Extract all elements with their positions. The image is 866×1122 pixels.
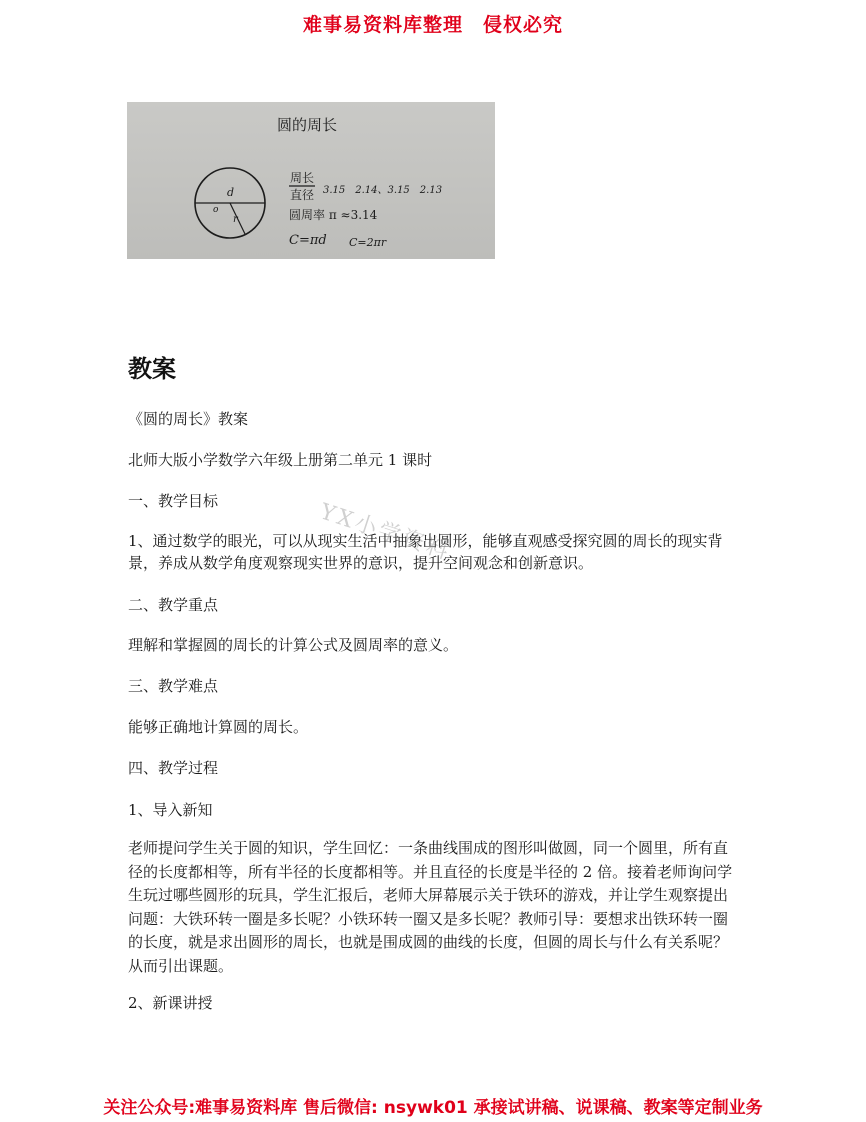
- process-heading: 四、教学过程: [128, 759, 219, 777]
- key-points-text: 理解和掌握圆的周长的计算公式及圆周率的意义。: [128, 636, 459, 654]
- objectives-heading: 一、教学目标: [128, 492, 219, 510]
- key-points-heading: 二、教学重点: [128, 596, 219, 614]
- header-banner: 难事易资料库整理 侵权必究: [302, 14, 563, 36]
- intro-paragraph: 老师提问学生关于圆的知识，学生回忆：一条曲线围成的图形叫做圆，同一个圆里，所有直径的长度都相等，所有半径的长度都相等。并且直径的长度是半径的 2 倍。接着老师询问学生玩过哪些圆形的玩具，学生汇报后，老师大屏幕展示关于铁环的游戏，并让学生观察提出问题：大铁环转一圈是多长呢？小铁环转一圈又是多长呢？教师引导：要想求出铁环转一圈的长度，就是求出圆形的周长，也就是围成圆的曲线的长度，但圆的周长与什么有关系呢？从而引出课题。: [128, 839, 733, 975]
- ratio-numerator: 周长: [290, 171, 315, 185]
- formula-radius: C=2πr: [349, 236, 387, 249]
- photo-title: 圆的周长: [277, 116, 338, 134]
- doc-title-line: 《圆的周长》教案: [128, 410, 249, 428]
- handwritten-notes-drawing: [127, 102, 495, 259]
- ratio-values: 3.15 2.14、3.15 2.13: [323, 185, 443, 196]
- watermark-text: YX小学资料: [316, 499, 455, 566]
- section-heading: 教案: [128, 355, 176, 383]
- label-d: d: [227, 186, 235, 199]
- course-info-line: 北师大版小学数学六年级上册第二单元 1 课时: [128, 451, 433, 469]
- intro-subheading: 1、导入新知: [128, 801, 213, 819]
- handwritten-notes-photo: [127, 102, 495, 259]
- difficulties-text: 能够正确地计算圆的周长。: [128, 718, 309, 736]
- footer-banner: 关注公众号:难事易资料库 售后微信: nsywk01 承接试讲稿、说课稿、教案等定制业务: [103, 1098, 763, 1118]
- label-r: r: [233, 214, 238, 225]
- objective-paragraph: 1、通过数学的眼光，可以从现实生活中抽象出圆形，能够直观感受探究圆的周长的现实背景，养成从数学角度观察现实世界的意识，提升空间观念和创新意识。: [128, 532, 723, 572]
- ratio-denominator: 直径: [290, 188, 315, 202]
- new-lesson-subheading: 2、新课讲授: [128, 994, 213, 1012]
- difficulties-heading: 三、教学难点: [128, 677, 219, 695]
- label-o: o: [213, 205, 219, 215]
- pi-line: 圆周率 π ≈3.14: [289, 208, 378, 222]
- formula-diameter: C=πd: [289, 233, 327, 248]
